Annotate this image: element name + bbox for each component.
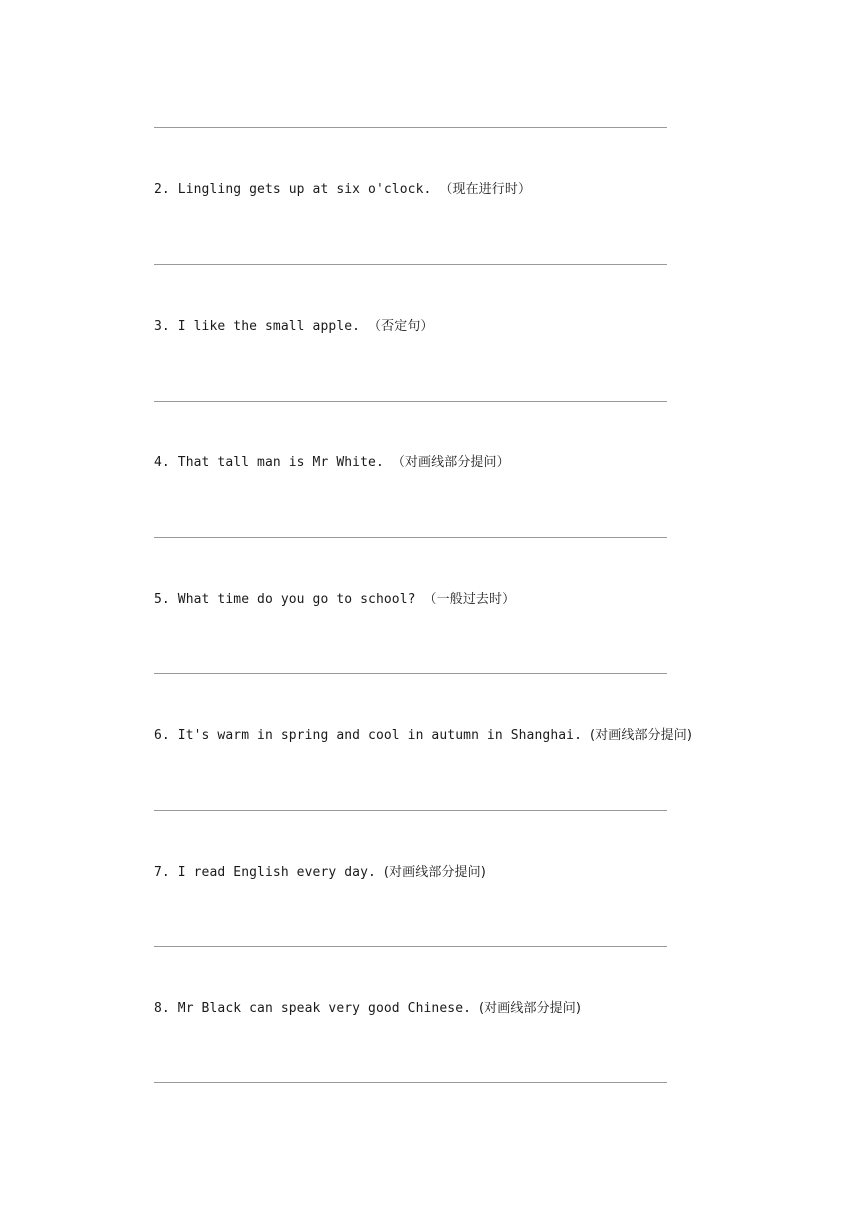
question-2-text: 2. Lingling gets up at six o'clock.: [154, 182, 432, 197]
question-6: [154, 728, 692, 744]
answer-line-7: [154, 946, 667, 947]
question-4-hint: （对画线部分提问）: [391, 455, 510, 470]
question-5-text: 5. What time do you go to school?: [154, 592, 416, 607]
question-4: [154, 455, 510, 471]
question-6-text: 6. It's warm in spring and cool in autumn in Shanghai.: [154, 728, 583, 743]
answer-line-2: [154, 264, 667, 265]
question-2: [154, 182, 531, 198]
question-8: [154, 1001, 581, 1017]
question-5: [154, 592, 515, 608]
question-7: [154, 865, 486, 881]
question-7-text: 7. I read English every day.: [154, 865, 376, 880]
question-4-text: 4. That tall man is Mr White.: [154, 455, 384, 470]
answer-line-3: [154, 401, 667, 402]
question-8-text: 8. Mr Black can speak very good Chinese.: [154, 1001, 472, 1016]
question-3: [154, 319, 434, 335]
question-6-hint: (对画线部分提问): [589, 728, 693, 743]
answer-line-5: [154, 673, 667, 674]
answer-line-6: [154, 810, 667, 811]
question-8-hint: (对画线部分提问): [479, 1001, 582, 1016]
answer-line-4: [154, 537, 667, 538]
question-3-hint: （否定句）: [368, 319, 434, 334]
question-2-hint: （现在进行时）: [439, 182, 532, 197]
question-3-text: 3. I like the small apple.: [154, 319, 361, 334]
answer-line-1: [154, 127, 667, 128]
question-5-hint: （一般过去时）: [423, 592, 516, 607]
question-7-hint: (对画线部分提问): [383, 865, 486, 880]
answer-line-8: [154, 1082, 667, 1083]
